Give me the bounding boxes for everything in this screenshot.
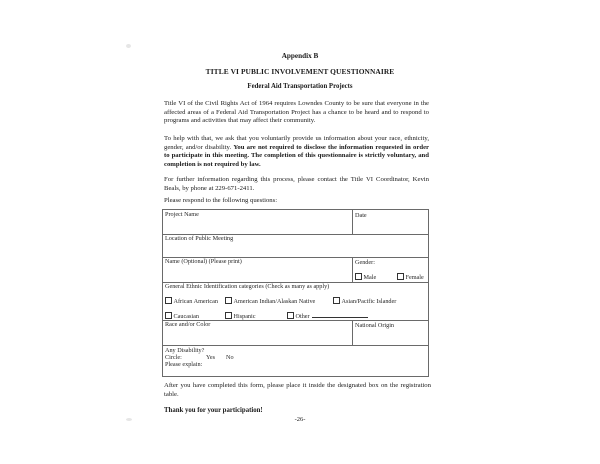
ethnic-african-american-option[interactable]: African American [165, 297, 218, 305]
questionnaire-form [162, 209, 429, 377]
ethnic-header: General Ethnic Identification categories (Check as many as apply) [165, 283, 330, 290]
checkbox[interactable] [333, 297, 340, 304]
appendix-label: Appendix B [281, 52, 319, 60]
ethnic-caucasian-option[interactable]: Caucasian [165, 312, 199, 320]
column-divider [352, 210, 353, 234]
disability-no-option[interactable]: No [226, 354, 234, 361]
explain-field[interactable]: Please explain: [165, 361, 203, 368]
row-divider [163, 345, 428, 346]
disability-label: Any Disability? [165, 347, 205, 354]
contact-paragraph: For further information regarding this process, please contact the Title VI Coordinator, Kevin Beals, by phone at 229-671-2411. [164, 176, 429, 192]
disability-yes-option[interactable]: Yes [206, 354, 216, 361]
checkbox[interactable] [165, 297, 172, 304]
column-divider [352, 320, 353, 345]
date-field[interactable]: Date [355, 212, 367, 219]
gender-female-option[interactable]: Female [397, 273, 424, 281]
circle-label: Circle: [165, 354, 182, 361]
document-title: TITLE VI PUBLIC INVOLVEMENT QUESTIONNAIRE [205, 67, 395, 76]
ethnic-asian-pacific-option[interactable]: Asian/Pacific Islander [333, 297, 396, 305]
race-field[interactable]: Race and/or Color [165, 321, 211, 328]
location-field[interactable]: Location of Public Meeting [165, 235, 234, 242]
submission-instructions: After you have completed this form, please place it inside the designated box on the registration table. [164, 382, 431, 398]
checkbox[interactable] [225, 297, 232, 304]
instructions-paragraph: Please respond to the following questions: [164, 197, 278, 204]
checkbox[interactable] [355, 273, 362, 280]
voluntary-disclaimer: You are not required to disclose the information requested in order to participate in this meeting. The completion of this questionnaire is strictly voluntary, and completion is not required by law. [164, 143, 430, 169]
ethnic-american-indian-option[interactable]: American Indian/Alaskan Native [225, 297, 315, 305]
name-field[interactable]: Name (Optional) (Please print) [165, 258, 242, 265]
project-name-field[interactable]: Project Name [165, 211, 199, 218]
page-number: -26- [294, 416, 306, 423]
intro-paragraph: Title VI of the Civil Rights Act of 1964 requires Lowndes County to be sure that everyone in the affected areas of a Federal Aid Transportation Project has a chance to be heard and to respond to programs and activities that may affect their community. [164, 100, 429, 125]
thank-you-note: Thank you for your participation! [164, 407, 263, 414]
ethnic-other-option[interactable]: Other [287, 312, 368, 320]
ethnic-hispanic-option[interactable]: Hispanic [225, 312, 256, 320]
checkbox[interactable] [225, 312, 232, 319]
gender-label: Gender: [355, 259, 375, 266]
other-input-line[interactable] [312, 317, 368, 318]
national-origin-field[interactable]: National Origin [355, 322, 395, 329]
voluntary-paragraph [164, 135, 429, 170]
checkbox[interactable] [165, 312, 172, 319]
column-divider [352, 257, 353, 282]
checkbox[interactable] [397, 273, 404, 280]
gender-male-option[interactable]: Male [355, 273, 376, 281]
scan-smudge [126, 44, 131, 48]
voluntary-text: To help with that, we ask that you voluntarily provide us information about your race, ethnicity, gender, and/or disability. [164, 135, 429, 151]
checkbox[interactable] [287, 312, 294, 319]
document-subtitle: Federal Aid Transportation Projects [247, 83, 353, 90]
